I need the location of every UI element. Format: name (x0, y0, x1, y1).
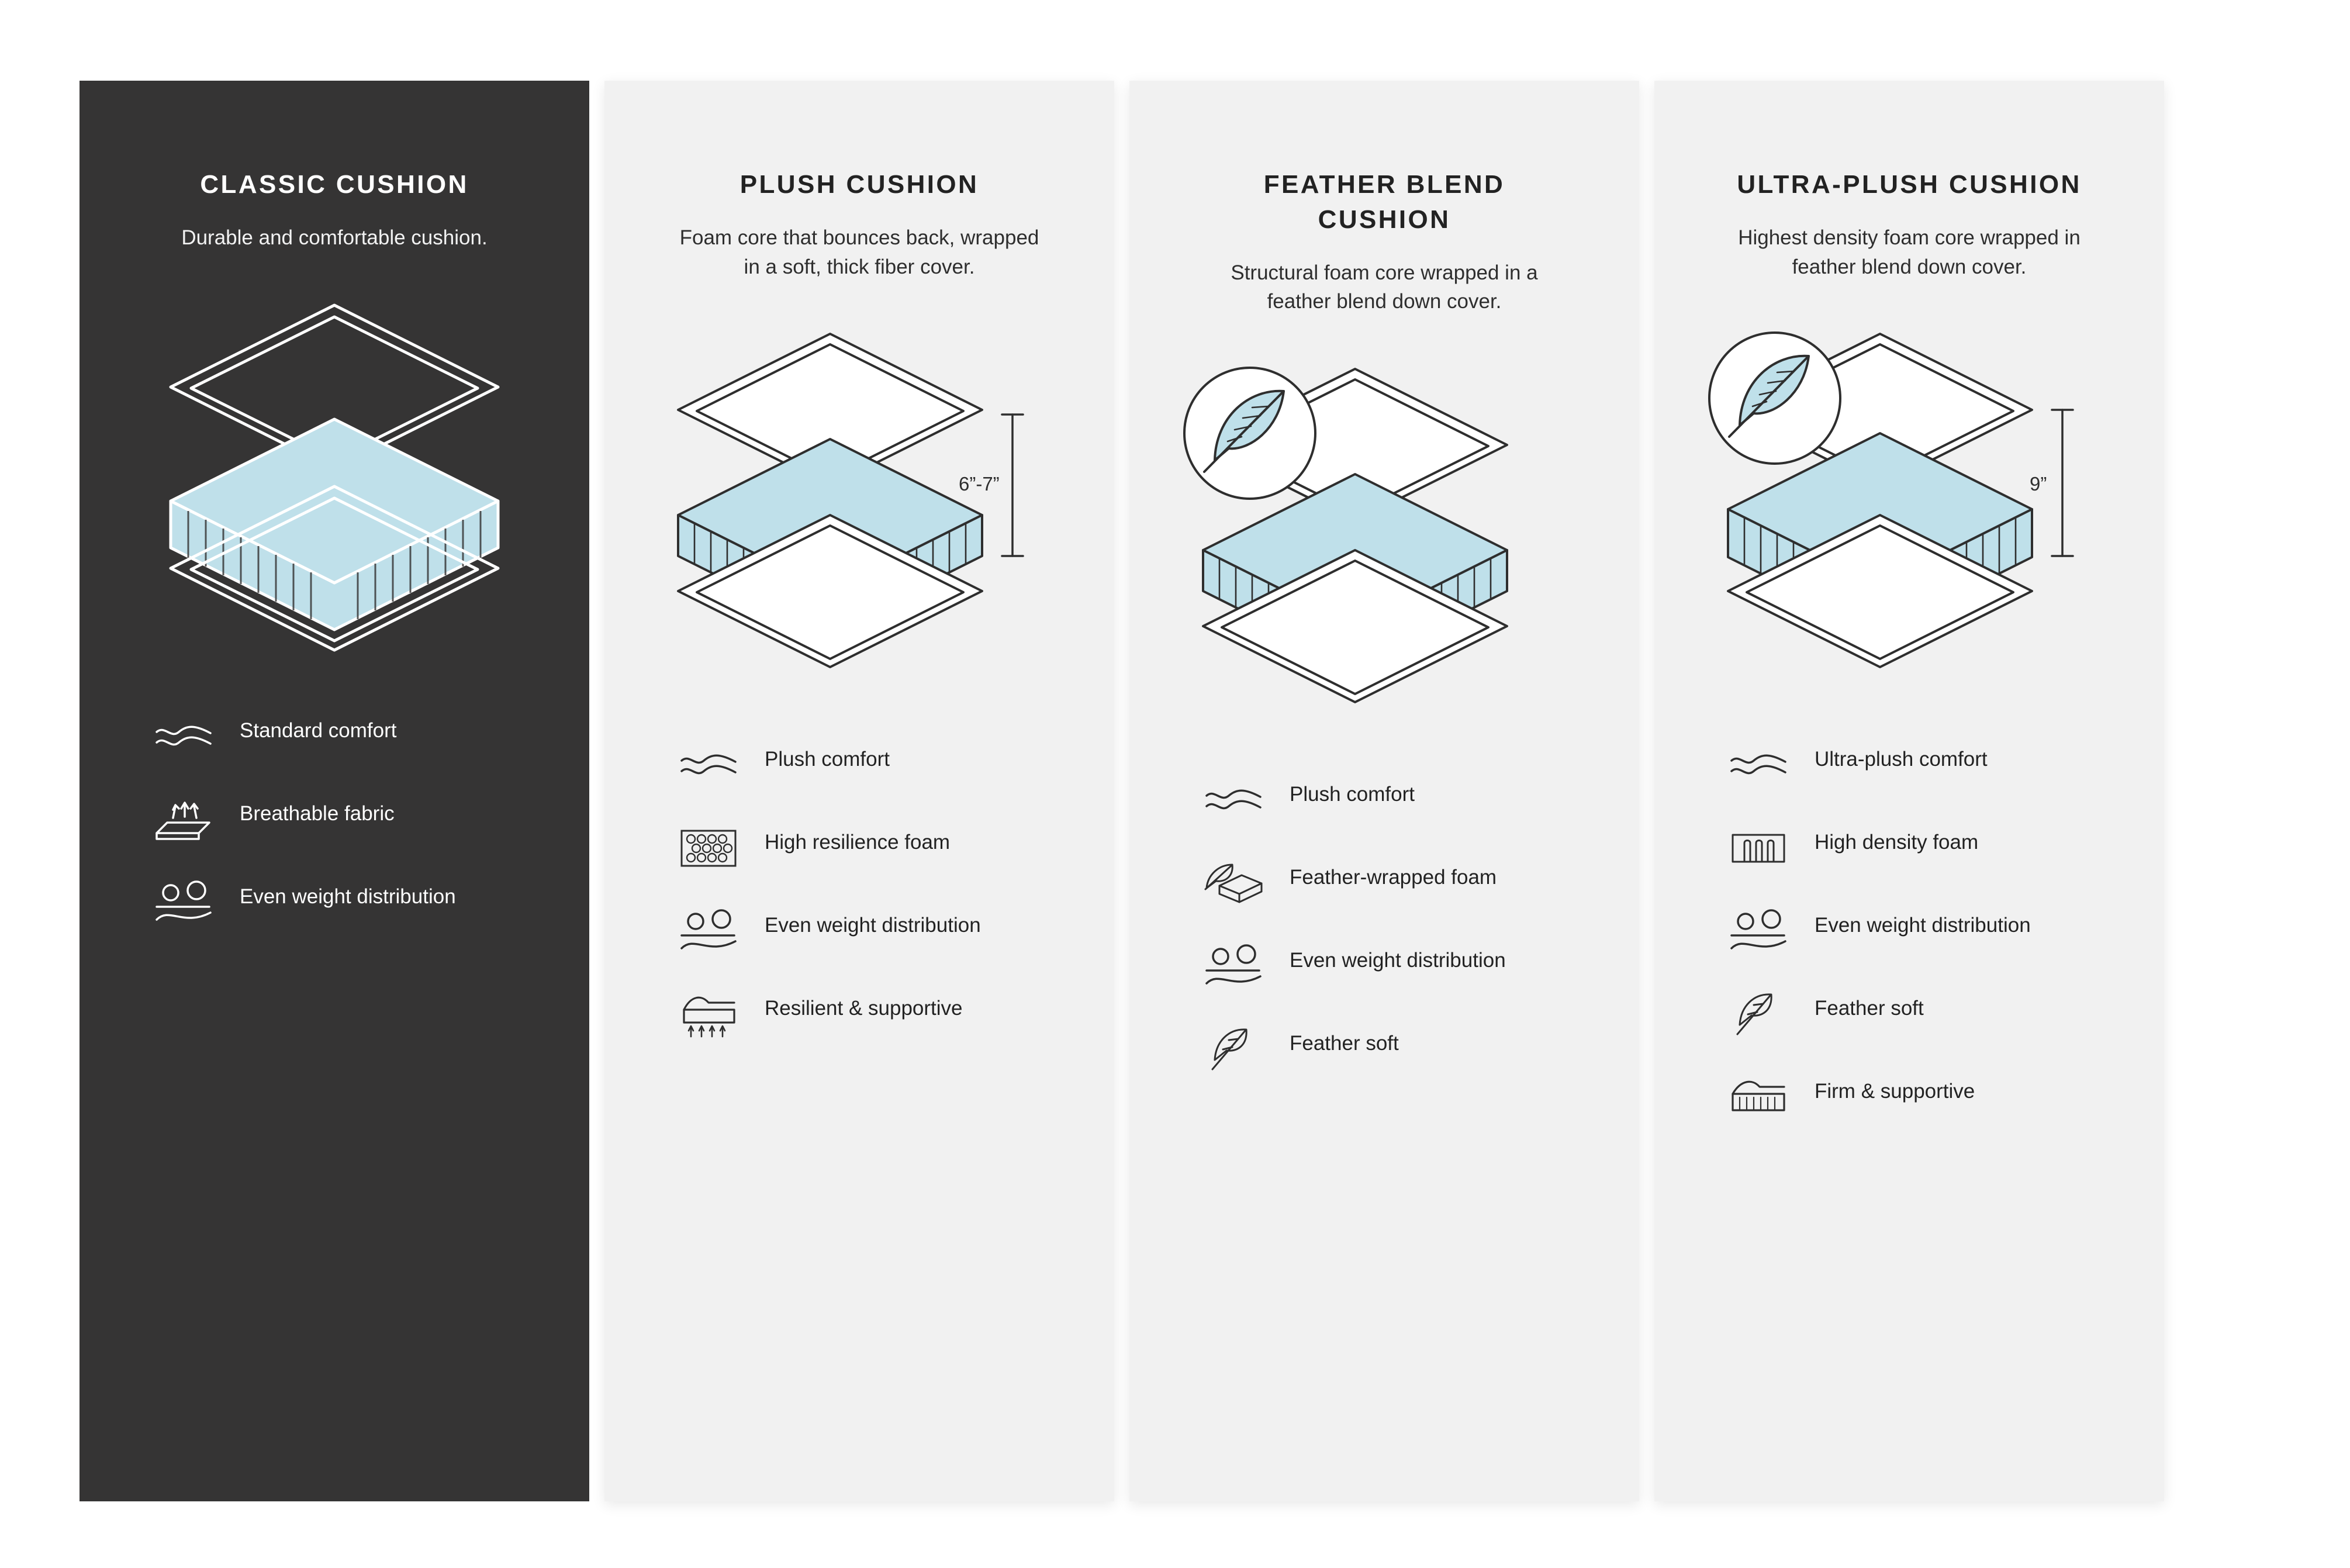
feather-icon (1726, 986, 1791, 1042)
list-item-label: Resilient & supportive (765, 997, 963, 1020)
card-classic-cushion[interactable] (80, 81, 589, 1501)
feature-list-ultra-plush (1654, 714, 2164, 1152)
dimension-label: 6”-7” (959, 473, 1000, 495)
card-ultra-plush-cushion[interactable] (1654, 81, 2164, 1501)
feature-list-plush (604, 714, 1114, 1069)
list-item[interactable] (80, 875, 589, 931)
list-item-label: Feather soft (1815, 997, 1924, 1020)
list-item[interactable] (604, 903, 1114, 959)
weight-distribution-icon (1201, 938, 1266, 994)
honeycomb-foam-icon (676, 820, 741, 876)
high-density-foam-icon (1726, 820, 1791, 876)
feather-badge (1184, 368, 1315, 499)
cushion-illustration-wrap (80, 264, 589, 685)
list-item[interactable] (1654, 986, 2164, 1042)
page-title: CLASSIC CUSHION (200, 170, 469, 199)
list-item-label: High density foam (1815, 831, 1979, 854)
exploded-cushion-diagram-classic (147, 282, 521, 668)
card-feather-blend-cushion[interactable] (1129, 81, 1639, 1501)
feature-list-classic (80, 685, 589, 958)
list-item[interactable] (604, 820, 1114, 876)
wave-icon (676, 737, 741, 793)
page-title: FEATHER BLEND CUSHION (1263, 170, 1505, 234)
list-item[interactable] (80, 709, 589, 765)
weight-distribution-icon (1726, 903, 1791, 959)
wave-icon (1201, 772, 1266, 828)
list-item-label: Even weight distribution (1815, 914, 2031, 937)
card-plush-cushion[interactable] (604, 81, 1114, 1501)
card-description: Highest density foam core wrapped in feather blend down cover. (1738, 226, 2081, 278)
card-description: Foam core that bounces back, wrapped in a soft, thick fiber cover. (679, 226, 1039, 278)
list-item-label: Firm & supportive (1815, 1080, 1975, 1103)
cushion-illustration-wrap (1129, 328, 1639, 749)
list-item-label: Even weight distribution (1290, 949, 1506, 972)
resilient-support-icon (676, 986, 741, 1042)
feather-wrapped-foam-icon (1201, 855, 1266, 911)
list-item[interactable] (1654, 820, 2164, 876)
exploded-cushion-diagram-feather-blend (1180, 357, 1589, 720)
list-item-label: High resilience foam (765, 831, 951, 854)
cushion-illustration-wrap (604, 293, 1114, 714)
list-item[interactable] (1129, 772, 1639, 828)
page-title: PLUSH CUSHION (739, 170, 979, 199)
feature-list-feather-blend (1129, 749, 1639, 1104)
list-item[interactable] (1654, 1069, 2164, 1125)
list-item[interactable] (1129, 1021, 1639, 1077)
dimension-label: 9” (2030, 473, 2047, 495)
weight-distribution-icon (151, 875, 216, 931)
card-description: Durable and comfortable cushion. (181, 226, 488, 249)
exploded-cushion-diagram-ultra-plush (1705, 322, 2114, 685)
list-item-label: Plush comfort (765, 748, 890, 771)
wave-icon (151, 709, 216, 765)
card-description: Structural foam core wrapped in a feather blend down cover. (1231, 261, 1538, 313)
feather-icon (1201, 1021, 1266, 1077)
list-item-label: Feather-wrapped foam (1290, 866, 1497, 889)
list-item-label: Standard comfort (240, 719, 397, 742)
list-item[interactable] (604, 986, 1114, 1042)
list-item[interactable] (1654, 903, 2164, 959)
list-item-label: Plush comfort (1290, 783, 1415, 806)
feather-badge (1709, 333, 1840, 464)
firm-support-icon (1726, 1069, 1791, 1125)
list-item-label: Feather soft (1290, 1032, 1399, 1055)
exploded-cushion-diagram-plush (655, 322, 1064, 685)
list-item-label: Even weight distribution (765, 914, 981, 937)
page-title: ULTRA-PLUSH CUSHION (1737, 170, 2082, 199)
cushion-illustration-wrap (1654, 293, 2164, 714)
list-item[interactable] (1129, 855, 1639, 911)
list-item[interactable] (80, 792, 589, 848)
list-item-label: Ultra-plush comfort (1815, 748, 1988, 771)
list-item[interactable] (1129, 938, 1639, 994)
weight-distribution-icon (676, 903, 741, 959)
list-item[interactable] (604, 737, 1114, 793)
list-item-label: Even weight distribution (240, 885, 456, 908)
breathable-fabric-icon (151, 792, 216, 848)
list-item-label: Breathable fabric (240, 802, 395, 825)
wave-icon (1726, 737, 1791, 793)
list-item[interactable] (1654, 737, 2164, 793)
